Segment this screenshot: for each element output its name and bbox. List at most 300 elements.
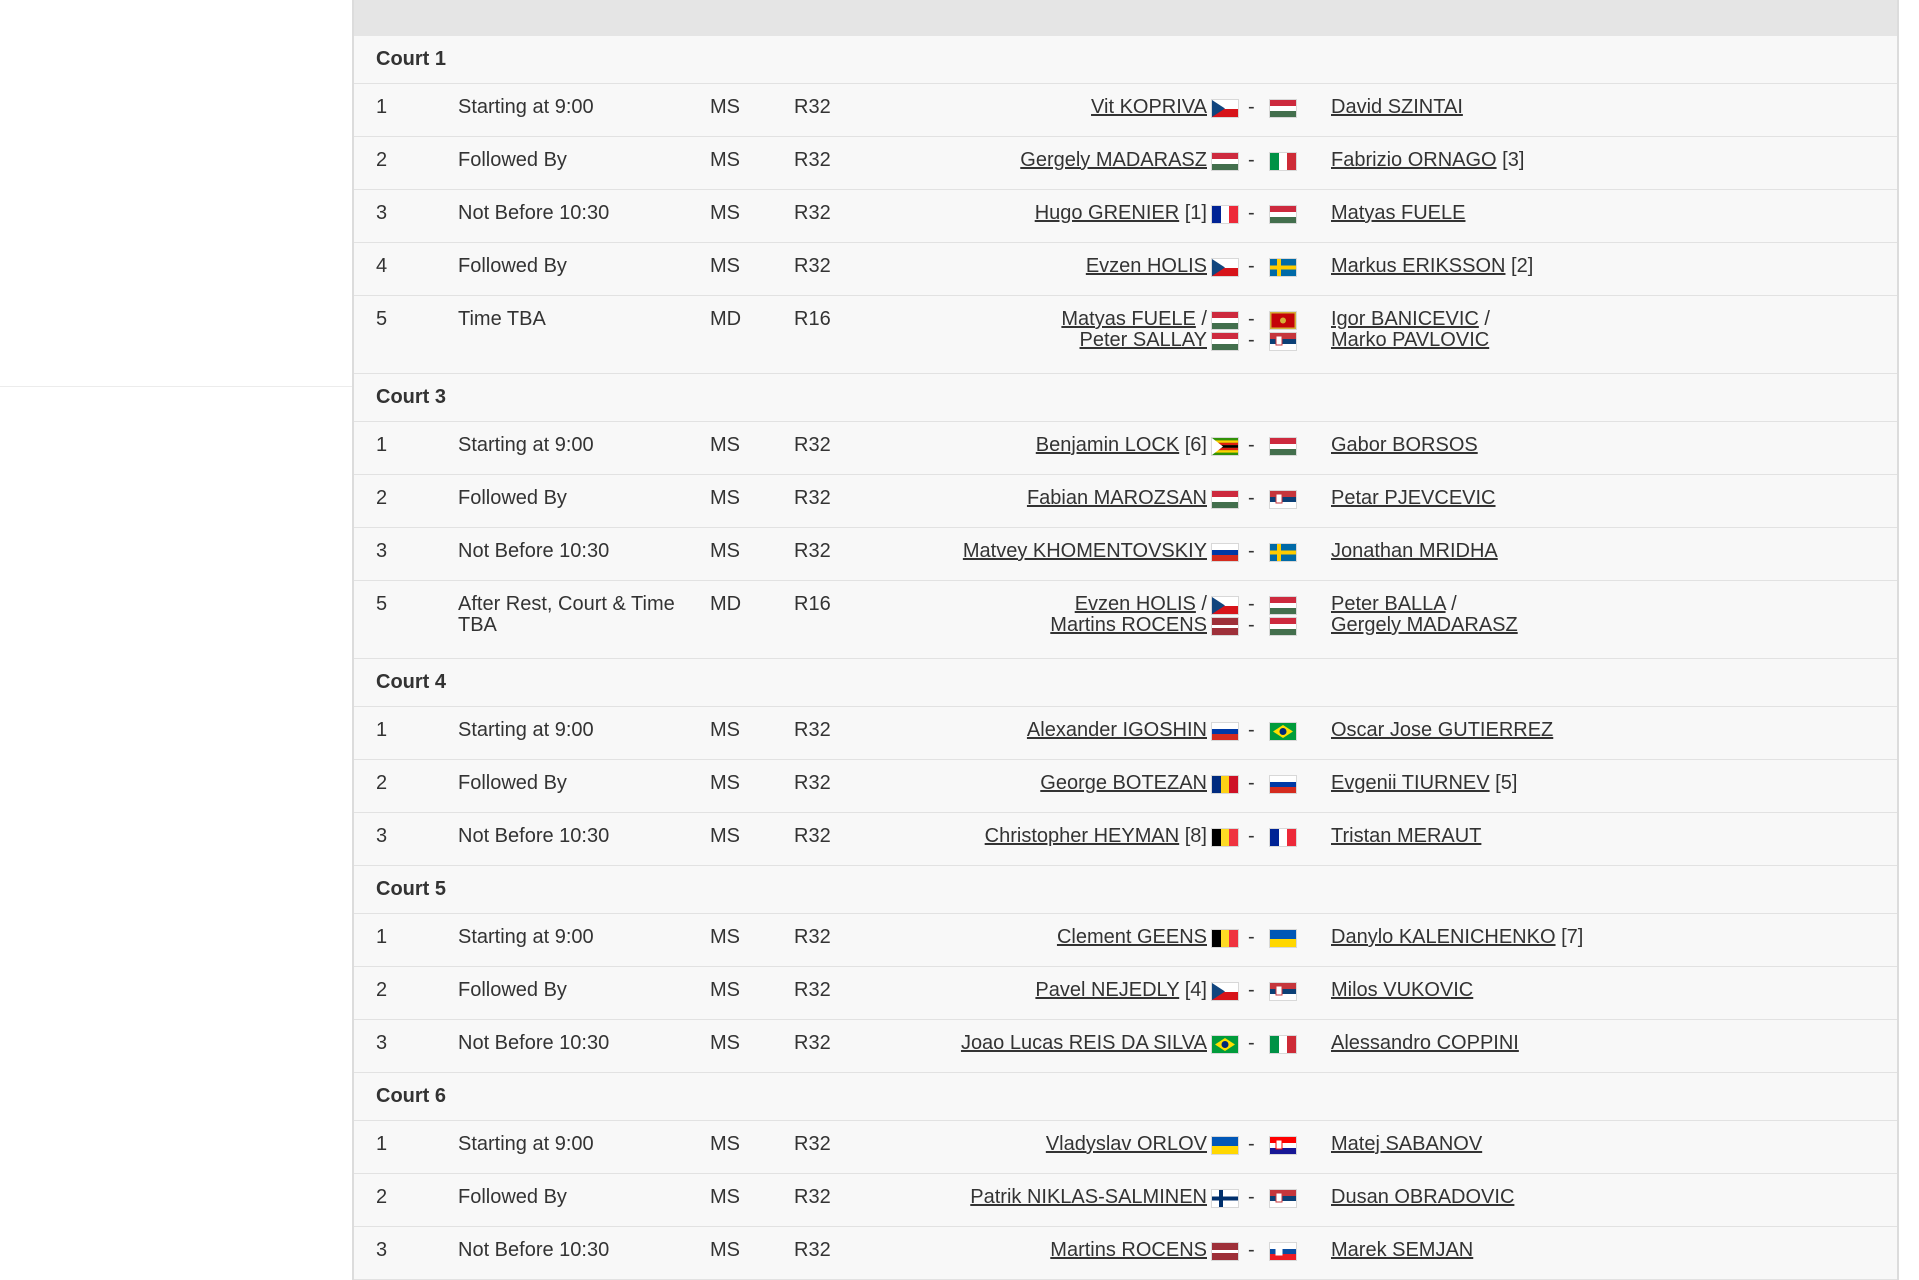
player-link[interactable]: Markus ERIKSSON [1331, 255, 1506, 277]
match-event: MS [710, 772, 740, 794]
player-link[interactable]: Peter SALLAY [1079, 329, 1207, 351]
versus-dash: - [1248, 308, 1255, 330]
away-players [1331, 488, 1496, 509]
flag-swe-icon [1269, 258, 1297, 277]
player-line [1027, 488, 1207, 509]
player-link[interactable]: Igor BANICEVIC [1331, 308, 1479, 330]
flags-column [1211, 1240, 1301, 1261]
flag-cze-icon [1211, 982, 1239, 1001]
versus-dash: - [1248, 202, 1255, 224]
flag-line [1211, 97, 1301, 118]
match-order: 2 [376, 1186, 388, 1208]
away-players [1331, 980, 1473, 1001]
match-time: Followed By [458, 149, 567, 171]
match-time: Not Before 10:30 [458, 1032, 610, 1054]
player-link[interactable]: Joao Lucas REIS DA SILVA [960, 1032, 1207, 1054]
flag-hun-icon [1269, 99, 1297, 118]
player-seed: [4] [1184, 979, 1207, 1001]
match-round: R32 [794, 96, 831, 118]
player-link[interactable]: Gergely MADARASZ [1331, 614, 1518, 636]
player-link[interactable]: Matyas FUELE [1061, 308, 1196, 330]
match-event: MS [710, 96, 740, 118]
versus-dash: - [1248, 149, 1255, 171]
home-players [970, 1187, 1207, 1208]
flag-line [1211, 720, 1301, 741]
flags-column [1211, 826, 1301, 847]
player-link[interactable]: Fabian MAROZSAN [1026, 487, 1207, 509]
versus-dash: - [1248, 719, 1255, 741]
flag-rus-icon [1211, 722, 1239, 741]
player-line [1331, 435, 1478, 456]
flags-column [1211, 1187, 1301, 1208]
flag-line [1211, 203, 1301, 224]
flag-cro-icon [1269, 1136, 1297, 1155]
flag-line [1211, 826, 1301, 847]
away-players [1331, 720, 1553, 741]
match-event: MS [710, 926, 740, 948]
flag-rou-icon [1211, 775, 1239, 794]
match-event: MS [710, 825, 740, 847]
player-link[interactable]: Marko PAVLOVIC [1331, 329, 1490, 351]
flag-mne-icon [1269, 311, 1297, 330]
match-row [354, 581, 1897, 659]
flags-column [1211, 1033, 1301, 1054]
flag-hun-icon [1269, 437, 1297, 456]
player-link[interactable]: George BOTEZAN [1040, 772, 1207, 794]
player-line [1331, 203, 1465, 224]
match-row [354, 137, 1897, 190]
away-players [1331, 927, 1583, 948]
flags-column [1211, 256, 1301, 277]
home-players [1040, 773, 1207, 794]
flag-line [1211, 256, 1301, 277]
flag-cze-icon [1211, 99, 1239, 118]
court-header: Court 1 [354, 36, 1897, 84]
player-line [1086, 256, 1207, 277]
flag-hun-icon [1269, 617, 1297, 636]
player-line [1091, 97, 1207, 118]
match-order: 1 [376, 1133, 388, 1155]
player-line [1331, 150, 1524, 171]
match-row [354, 760, 1897, 813]
home-players [1035, 203, 1207, 224]
player-link[interactable]: Martins ROCENS [1050, 614, 1207, 636]
match-event: MD [710, 593, 742, 615]
player-link[interactable]: Alexander IGOSHIN [1026, 719, 1207, 741]
match-event: MS [710, 979, 740, 1001]
away-players [1331, 97, 1463, 118]
player-line [1040, 773, 1207, 794]
player-seed: [8] [1184, 825, 1207, 847]
flag-line [1211, 773, 1301, 794]
match-order: 4 [376, 255, 388, 277]
match-order: 1 [376, 96, 388, 118]
match-time: Not Before 10:30 [458, 202, 610, 224]
player-link[interactable]: Patrik NIKLAS-SALMINEN [970, 1186, 1207, 1208]
match-event: MD [710, 308, 742, 330]
match-round: R16 [794, 593, 831, 615]
versus-dash: - [1248, 487, 1255, 509]
pair-separator: / [1478, 308, 1490, 330]
home-players [1027, 488, 1207, 509]
player-link[interactable]: Alessandro COPPINI [1331, 1032, 1519, 1054]
home-players [1057, 927, 1207, 948]
match-time: Not Before 10:30 [458, 540, 610, 562]
match-time: After Rest, Court & Time TBA [458, 593, 675, 636]
flags-column [1211, 594, 1301, 636]
player-line [1331, 615, 1518, 636]
player-link[interactable]: Tristan MERAUT [1331, 825, 1482, 847]
flag-swe-icon [1269, 543, 1297, 562]
player-line [1331, 488, 1496, 509]
match-round: R32 [794, 772, 831, 794]
player-line [1331, 927, 1583, 948]
versus-dash: - [1248, 540, 1255, 562]
match-time: Starting at 9:00 [458, 926, 594, 948]
order-of-play-panel [352, 0, 1899, 1280]
home-players [985, 826, 1207, 847]
match-round: R32 [794, 719, 831, 741]
match-event: MS [710, 1133, 740, 1155]
flag-ita-icon [1269, 1035, 1297, 1054]
player-line [1331, 1033, 1519, 1054]
match-round: R32 [794, 1239, 831, 1261]
flag-hun-icon [1211, 490, 1239, 509]
away-players [1331, 256, 1533, 277]
match-time: Starting at 9:00 [458, 434, 594, 456]
home-players [1050, 594, 1207, 636]
flag-zim-icon [1211, 437, 1239, 456]
player-line [1331, 541, 1498, 562]
flag-line [1211, 594, 1301, 615]
player-seed: [6] [1184, 434, 1207, 456]
player-seed: [2] [1511, 255, 1534, 277]
player-link[interactable]: Marek SEMJAN [1331, 1239, 1474, 1261]
player-link[interactable]: Gabor BORSOS [1331, 434, 1478, 456]
match-order: 3 [376, 202, 388, 224]
player-link[interactable]: Gergely MADARASZ [1020, 149, 1207, 171]
flag-svk-icon [1269, 1242, 1297, 1261]
player-line [961, 1033, 1207, 1054]
match-row [354, 243, 1897, 296]
match-time: Starting at 9:00 [458, 1133, 594, 1155]
versus-dash: - [1248, 825, 1255, 847]
pair-separator: / [1195, 593, 1207, 615]
away-players [1331, 826, 1481, 847]
left-column-divider [0, 386, 352, 387]
match-time: Followed By [458, 487, 567, 509]
player-seed: [1] [1184, 202, 1207, 224]
flag-srb-icon [1269, 982, 1297, 1001]
match-row [354, 813, 1897, 866]
court-header: Court 6 [354, 1073, 1897, 1121]
flags-column [1211, 488, 1301, 509]
player-line [1331, 1134, 1482, 1155]
versus-dash: - [1248, 1186, 1255, 1208]
player-link[interactable]: Petar PJEVCEVIC [1331, 487, 1496, 509]
match-time: Followed By [458, 1186, 567, 1208]
flag-line [1211, 488, 1301, 509]
match-row [354, 528, 1897, 581]
player-line [1331, 256, 1533, 277]
player-line [1331, 826, 1481, 847]
flags-column [1211, 435, 1301, 456]
away-players [1331, 773, 1517, 794]
match-time: Time TBA [458, 308, 546, 330]
versus-dash: - [1248, 434, 1255, 456]
match-order: 2 [376, 149, 388, 171]
match-order: 1 [376, 719, 388, 741]
versus-dash: - [1248, 979, 1255, 1001]
player-line [1331, 773, 1517, 794]
home-players [1086, 256, 1207, 277]
player-link[interactable]: Peter BALLA [1331, 593, 1446, 615]
player-seed: [7] [1561, 926, 1584, 948]
versus-dash: - [1248, 772, 1255, 794]
player-line [1036, 435, 1207, 456]
away-players [1331, 309, 1490, 351]
match-row [354, 84, 1897, 137]
away-players [1331, 150, 1524, 171]
match-order: 3 [376, 540, 388, 562]
player-link[interactable]: Benjamin LOCK [1035, 434, 1180, 456]
match-event: MS [710, 1239, 740, 1261]
flag-hun-icon [1211, 311, 1239, 330]
court-header: Court 5 [354, 866, 1897, 914]
flag-line [1211, 615, 1301, 636]
court-header: Court 3 [354, 374, 1897, 422]
match-round: R32 [794, 825, 831, 847]
player-line [1050, 1240, 1207, 1261]
match-order: 3 [376, 825, 388, 847]
flag-line [1211, 1240, 1301, 1261]
match-order: 5 [376, 593, 388, 615]
flags-column [1211, 150, 1301, 171]
versus-dash: - [1248, 1032, 1255, 1054]
flag-srb-icon [1269, 490, 1297, 509]
match-row [354, 707, 1897, 760]
match-event: MS [710, 434, 740, 456]
flags-column [1211, 773, 1301, 794]
flag-ukr-icon [1269, 929, 1297, 948]
flag-line [1211, 1134, 1301, 1155]
flag-rus-icon [1211, 543, 1239, 562]
away-players [1331, 541, 1498, 562]
away-players [1331, 435, 1478, 456]
home-players [963, 541, 1207, 562]
match-time: Followed By [458, 979, 567, 1001]
player-line [1035, 203, 1207, 224]
player-link[interactable]: Oscar Jose GUTIERREZ [1331, 719, 1554, 741]
match-order: 1 [376, 434, 388, 456]
home-players [1050, 1240, 1207, 1261]
match-time: Not Before 10:30 [458, 825, 610, 847]
match-round: R32 [794, 1133, 831, 1155]
home-players [1020, 150, 1207, 171]
home-players [1091, 97, 1207, 118]
flag-line [1211, 435, 1301, 456]
player-link[interactable]: Pavel NEJEDLY [1035, 979, 1180, 1001]
flags-column [1211, 1134, 1301, 1155]
player-link[interactable]: David SZINTAI [1331, 96, 1463, 118]
player-link[interactable]: Christopher HEYMAN [984, 825, 1180, 847]
pair-separator: / [1195, 308, 1207, 330]
player-line [1057, 927, 1207, 948]
match-event: MS [710, 1032, 740, 1054]
match-round: R32 [794, 540, 831, 562]
versus-dash: - [1248, 255, 1255, 277]
player-link[interactable]: Matvey KHOMENTOVSKIY [962, 540, 1207, 562]
player-line [1050, 615, 1207, 636]
flag-hun-icon [1269, 596, 1297, 615]
versus-dash: - [1248, 329, 1255, 351]
player-link[interactable]: Clement GEENS [1056, 926, 1207, 948]
flag-bra-icon [1269, 722, 1297, 741]
flag-line [1211, 330, 1301, 351]
match-order: 1 [376, 926, 388, 948]
match-round: R32 [794, 149, 831, 171]
flag-line [1211, 150, 1301, 171]
flag-fin-icon [1211, 1189, 1239, 1208]
flag-bra-icon [1211, 1035, 1239, 1054]
match-time: Not Before 10:30 [458, 1239, 610, 1261]
flag-line [1211, 1187, 1301, 1208]
player-line [985, 826, 1207, 847]
match-round: R32 [794, 926, 831, 948]
match-event: MS [710, 719, 740, 741]
match-time: Followed By [458, 772, 567, 794]
player-link[interactable]: Fabrizio ORNAGO [1331, 149, 1497, 171]
player-seed: [3] [1502, 149, 1525, 171]
match-row [354, 967, 1897, 1020]
flag-line [1211, 1033, 1301, 1054]
player-line [1020, 150, 1207, 171]
flag-hun-icon [1269, 205, 1297, 224]
player-line [1331, 97, 1463, 118]
match-row [354, 1174, 1897, 1227]
match-round: R16 [794, 308, 831, 330]
match-order: 5 [376, 308, 388, 330]
match-time: Starting at 9:00 [458, 96, 594, 118]
home-players [1046, 1134, 1207, 1155]
player-line [963, 541, 1207, 562]
match-row [354, 296, 1897, 374]
player-link[interactable]: Dusan OBRADOVIC [1331, 1186, 1515, 1208]
player-link[interactable]: Matej SABANOV [1331, 1133, 1483, 1155]
match-row [354, 1121, 1897, 1174]
player-line [1331, 980, 1473, 1001]
player-link[interactable]: Vit KOPRIVA [1091, 96, 1207, 118]
flag-line [1211, 541, 1301, 562]
versus-dash: - [1248, 1133, 1255, 1155]
match-row [354, 475, 1897, 528]
player-line [1027, 720, 1207, 741]
match-row [354, 914, 1897, 967]
flag-line [1211, 980, 1301, 1001]
player-line [1035, 980, 1207, 1001]
flags-column [1211, 203, 1301, 224]
player-line [1331, 720, 1553, 741]
player-link[interactable]: Evgenii TIURNEV [1331, 772, 1490, 794]
match-round: R32 [794, 434, 831, 456]
player-link[interactable]: Milos VUKOVIC [1331, 979, 1474, 1001]
home-players [1027, 720, 1207, 741]
player-link[interactable]: Hugo GRENIER [1034, 202, 1180, 224]
match-time: Starting at 9:00 [458, 719, 594, 741]
home-players [961, 1033, 1207, 1054]
away-players [1331, 1240, 1473, 1261]
flags-column [1211, 720, 1301, 741]
versus-dash: - [1248, 614, 1255, 636]
match-event: MS [710, 540, 740, 562]
flag-lat-icon [1211, 1242, 1239, 1261]
player-line [970, 1187, 1207, 1208]
player-line [1061, 330, 1207, 351]
flag-rus-icon [1269, 775, 1297, 794]
player-link[interactable]: Evzen HOLIS [1074, 593, 1196, 615]
player-link[interactable]: Evzen HOLIS [1085, 255, 1207, 277]
match-event: MS [710, 255, 740, 277]
match-row [354, 1227, 1897, 1280]
match-event: MS [710, 202, 740, 224]
match-row [354, 422, 1897, 475]
flag-bel-icon [1211, 929, 1239, 948]
versus-dash: - [1248, 926, 1255, 948]
match-event: MS [710, 487, 740, 509]
flag-hun-icon [1211, 152, 1239, 171]
match-round: R32 [794, 1032, 831, 1054]
flag-srb-icon [1269, 1189, 1297, 1208]
flag-lat-icon [1211, 617, 1239, 636]
player-line [1331, 309, 1490, 330]
flags-column [1211, 97, 1301, 118]
player-link[interactable]: Martins ROCENS [1050, 1239, 1207, 1261]
player-line [1061, 309, 1207, 330]
player-link[interactable]: Matyas FUELE [1331, 202, 1466, 224]
player-line [1046, 1134, 1207, 1155]
player-line [1331, 594, 1518, 615]
flag-ukr-icon [1211, 1136, 1239, 1155]
player-link[interactable]: Jonathan MRIDHA [1331, 540, 1498, 562]
flag-bel-icon [1211, 828, 1239, 847]
match-round: R32 [794, 202, 831, 224]
match-event: MS [710, 1186, 740, 1208]
flag-line [1211, 927, 1301, 948]
away-players [1331, 203, 1465, 224]
match-round: R32 [794, 487, 831, 509]
flags-column [1211, 541, 1301, 562]
player-line [1331, 330, 1490, 351]
player-link[interactable]: Danylo KALENICHENKO [1331, 926, 1556, 948]
match-order: 3 [376, 1032, 388, 1054]
match-row [354, 1020, 1897, 1073]
pair-separator: / [1445, 593, 1457, 615]
match-event: MS [710, 149, 740, 171]
away-players [1331, 1134, 1482, 1155]
player-link[interactable]: Vladyslav ORLOV [1045, 1133, 1207, 1155]
flag-fra-icon [1269, 828, 1297, 847]
match-round: R32 [794, 255, 831, 277]
home-players [1036, 435, 1207, 456]
flag-line [1211, 309, 1301, 330]
match-order: 2 [376, 772, 388, 794]
flag-srb-icon [1269, 332, 1297, 351]
versus-dash: - [1248, 1239, 1255, 1261]
versus-dash: - [1248, 593, 1255, 615]
away-players [1331, 1187, 1514, 1208]
match-round: R32 [794, 979, 831, 1001]
versus-dash: - [1248, 96, 1255, 118]
